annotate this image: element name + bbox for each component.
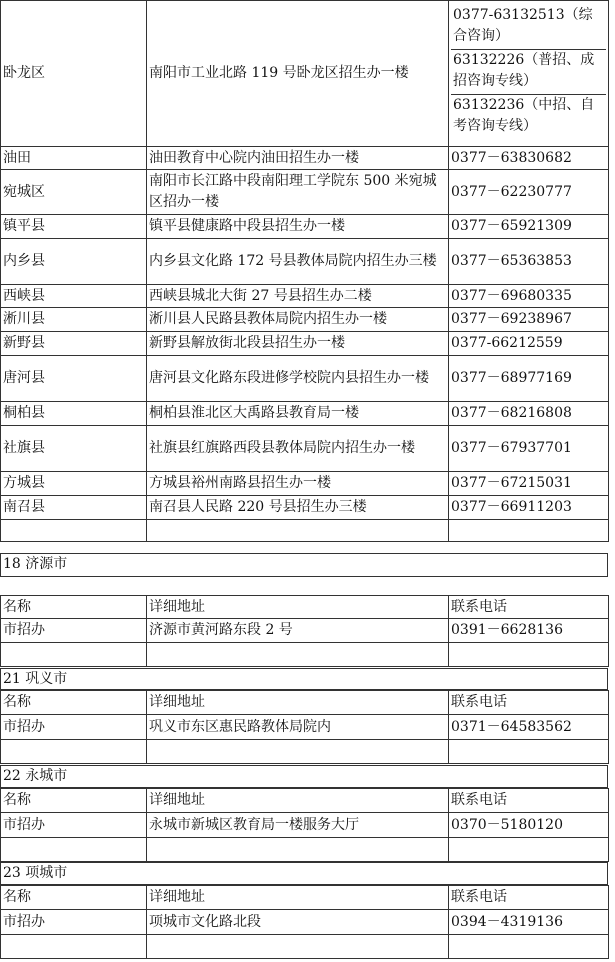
- table-header-row: [1, 596, 609, 619]
- phone-number: 0377－69680335: [449, 285, 609, 308]
- header-phone: 联系电话: [449, 691, 609, 715]
- table-header-row: [1, 886, 609, 910]
- office-address: 新野县解放街北段县招生办一楼: [147, 332, 449, 356]
- jiyuan-office-table: [0, 595, 609, 667]
- office-address: 项城市文化路北段: [147, 910, 449, 935]
- district-name: 南召县: [1, 496, 147, 520]
- office-address: 方城县裕州南路县招生办一楼: [147, 472, 449, 496]
- office-name: 市招办: [1, 715, 147, 740]
- table-row: [1, 285, 609, 308]
- table-header-row: [1, 691, 609, 715]
- empty-row: [1, 520, 609, 542]
- office-address: 油田教育中心院内油田招生办一楼: [147, 147, 449, 170]
- district-name: 社旗县: [1, 426, 147, 472]
- office-address: 内乡县文化路 172 号县教体局院内招生办三楼: [147, 239, 449, 285]
- header-name: 名称: [1, 789, 147, 813]
- office-name: 市招办: [1, 619, 147, 643]
- phone-number: 0377－63830682: [449, 147, 609, 170]
- office-address: 桐柏县淮北区大禹路县教育局一楼: [147, 402, 449, 426]
- phone-number: 0377－65363853: [449, 239, 609, 285]
- header-address: 详细地址: [147, 596, 449, 619]
- phone-number: 0377－68977169: [449, 356, 609, 402]
- district-name: 西峡县: [1, 285, 147, 308]
- office-name: 市招办: [1, 813, 147, 838]
- phone-number: 63132226（普招、成招咨询专线）: [451, 49, 606, 94]
- phone-number: 0377－67937701: [449, 426, 609, 472]
- phone-number: 0377－66911203: [449, 496, 609, 520]
- phone-number: 0377－69238967: [449, 308, 609, 332]
- office-address: 镇平县健康路中段县招生办一楼: [147, 215, 449, 239]
- table-row: [1, 332, 609, 356]
- district-name: 唐河县: [1, 356, 147, 402]
- phone-number: 0377－67215031: [449, 472, 609, 496]
- phone-number: 0370－5180120: [449, 813, 609, 838]
- phone-number: 0394－4319136: [449, 910, 609, 935]
- header-phone: 联系电话: [449, 596, 609, 619]
- table-row: [1, 496, 609, 520]
- phone-number: 0377－68216808: [449, 402, 609, 426]
- table-row: [1, 239, 609, 285]
- empty-row: [1, 740, 609, 764]
- table-row: [1, 426, 609, 472]
- phone-number: 0377-63132513（综合咨询）: [453, 7, 593, 44]
- phone-number: 63132236（中招、自考咨询专线）: [451, 94, 606, 142]
- office-address: 巩义市东区惠民路教体局院内: [147, 715, 449, 740]
- header-address: 详细地址: [147, 691, 449, 715]
- district-name: 淅川县: [1, 308, 147, 332]
- table-header-row: [1, 789, 609, 813]
- table-row: [1, 402, 609, 426]
- office-address: 南召县人民路 220 号县招生办三楼: [147, 496, 449, 520]
- office-address: 唐河县文化路东段进修学校院内县招生办一楼: [147, 356, 449, 402]
- section-title: 21 巩义市: [0, 668, 608, 690]
- phone-number: 0377－65921309: [449, 215, 609, 239]
- office-address: 社旗县红旗路西段县教体局院内招生办一楼: [147, 426, 449, 472]
- section-title: 18 济源市: [0, 553, 608, 577]
- district-name: 桐柏县: [1, 402, 147, 426]
- header-name: 名称: [1, 596, 147, 619]
- office-address: 南阳市工业北路 119 号卧龙区招生办一楼: [147, 1, 449, 147]
- table-row: [1, 356, 609, 402]
- district-name: 宛城区: [1, 170, 147, 215]
- phone-cell: [449, 1, 609, 147]
- table-row: [1, 1, 609, 147]
- phone-number: 0391－6628136: [449, 619, 609, 643]
- table-row: [1, 813, 609, 838]
- xiangcheng-office-table: [0, 885, 609, 959]
- district-name: 方城县: [1, 472, 147, 496]
- header-address: 详细地址: [147, 886, 449, 910]
- table-row: [1, 619, 609, 643]
- yongcheng-office-table: [0, 788, 609, 862]
- table-row: [1, 215, 609, 239]
- phone-number: 0377－62230777: [449, 170, 609, 215]
- section-title: 22 永城市: [0, 765, 608, 788]
- office-address: 西峡县城北大街 27 号县招生办二楼: [147, 285, 449, 308]
- header-phone: 联系电话: [449, 789, 609, 813]
- office-address: 济源市黄河路东段 2 号: [147, 619, 449, 643]
- table-row: [1, 715, 609, 740]
- table-row: [1, 170, 609, 215]
- district-name: 镇平县: [1, 215, 147, 239]
- district-name: 新野县: [1, 332, 147, 356]
- office-address: 南阳市长江路中段南阳理工学院东 500 米宛城区招办一楼: [147, 170, 449, 215]
- office-name: 市招办: [1, 910, 147, 935]
- office-address: 淅川县人民路县教体局院内招生办一楼: [147, 308, 449, 332]
- section-title: 23 项城市: [0, 862, 608, 885]
- header-name: 名称: [1, 691, 147, 715]
- empty-row: [1, 838, 609, 862]
- table-row: [1, 472, 609, 496]
- gongyi-office-table: [0, 690, 609, 764]
- header-name: 名称: [1, 886, 147, 910]
- header-phone: 联系电话: [449, 886, 609, 910]
- table-row: [1, 910, 609, 935]
- phone-number: 0377-66212559: [449, 332, 609, 356]
- table-row: [1, 147, 609, 170]
- district-name: 卧龙区: [1, 1, 147, 147]
- district-name: 油田: [1, 147, 147, 170]
- office-address: 永城市新城区教育局一楼服务大厅: [147, 813, 449, 838]
- table-row: [1, 308, 609, 332]
- header-address: 详细地址: [147, 789, 449, 813]
- empty-row: [1, 935, 609, 959]
- phone-number: 0371－64583562: [449, 715, 609, 740]
- empty-row: [1, 643, 609, 667]
- district-name: 内乡县: [1, 239, 147, 285]
